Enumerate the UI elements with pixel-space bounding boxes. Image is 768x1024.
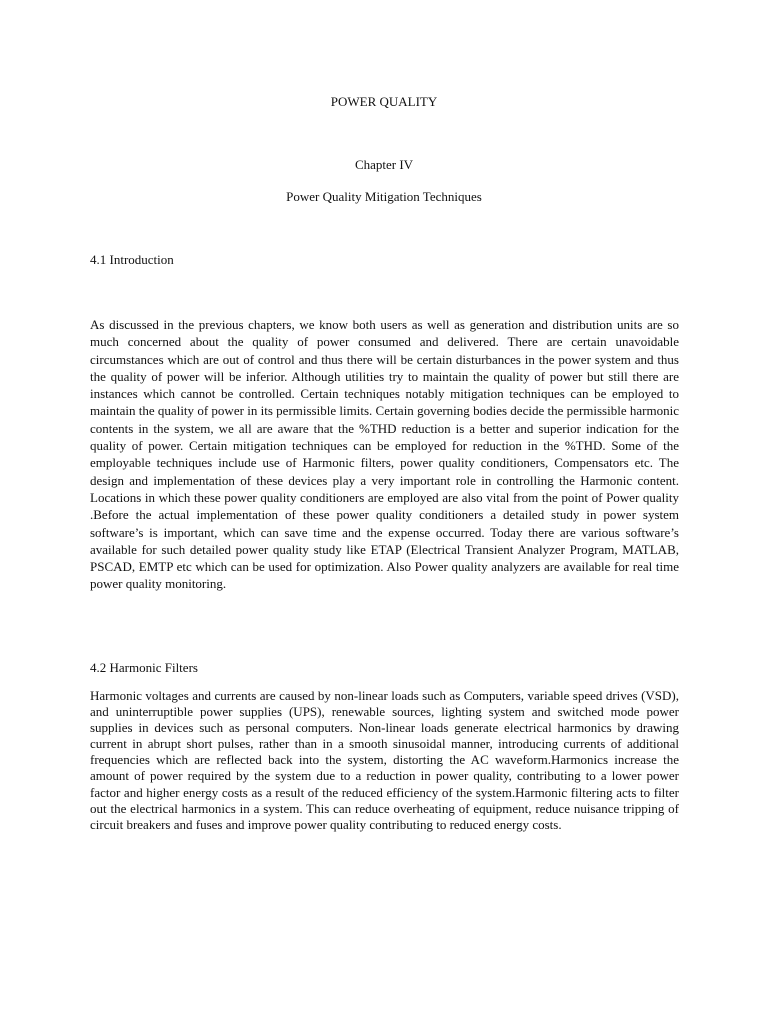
section-body-introduction: As discussed in the previous chapters, we know both users as well as generation and distribution units are so much concerned about the quality of power consumed and delivered. There are certain unavoidable circumstances which are out of control and thus there will be certain disturbances in the power system and thus the quality of power will be inferior. Although utilities try to maintain the quality of power but still there are instances which cannot be controlled. Certain techniques notably mitigation techniques can be employed to maintain the quality of power in its permissible limits. Certain governing bodies decide the permissible harmonic contents in the system, we all are aware that the %THD reduction is a better and superior indication for the quality of power. Certain mitigation techniques can be employed for reduction in the %THD. Some of the employable techniques include use of Harmonic filters, power quality conditioners, Compensators etc. The design and implementation of these devices play a very important role in controlling the Harmonic content. Locations in which these power quality conditioners are employed are also vital from the point of Power quality .Before the actual implementation of these power quality conditioners a detailed study in power system software’s is important, which can save time and the expense occurred. Today there are various software’s available for such detailed power quality study like ETAP (Electrical Transient Analyzer Program, MATLAB, PSCAD, EMTP etc which can be used for optimization. Also Power quality analyzers are available for real time power quality monitoring. — [90, 317, 679, 592]
section-heading-harmonic-filters: 4.2 Harmonic Filters — [90, 660, 198, 675]
chapter-number: Chapter IV — [354, 157, 414, 172]
chapter-title: Power Quality Mitigation Techniques — [286, 189, 482, 204]
document-title: POWER QUALITY — [330, 94, 438, 109]
section-body-harmonic-filters: Harmonic voltages and currents are caused by non-linear loads such as Computers, variable speed drives (VSD), and uninterruptible power supplies (UPS), renewable sources, lighting system and switched mode power supplies in devices such as personal computers. Non-linear loads generate electrical harmonics by drawing current in abrupt short pulses, rather than in a smooth sinusoidal manner, introducing currents of additional frequencies which are reflected back into the system, distorting the AC waveform.Harmonics increase the amount of power required by the system due to a reduction in power quality, contributing to a lower power factor and higher energy costs as a result of the reduced efficiency of the system.Harmonic filtering acts to filter out the electrical harmonics in a system. This can reduce overheating of equipment, reduce nuisance tripping of circuit breakers and fuses and improve power quality contributing to reduced energy costs. — [90, 688, 679, 832]
section-heading-introduction: 4.1 Introduction — [90, 252, 174, 267]
